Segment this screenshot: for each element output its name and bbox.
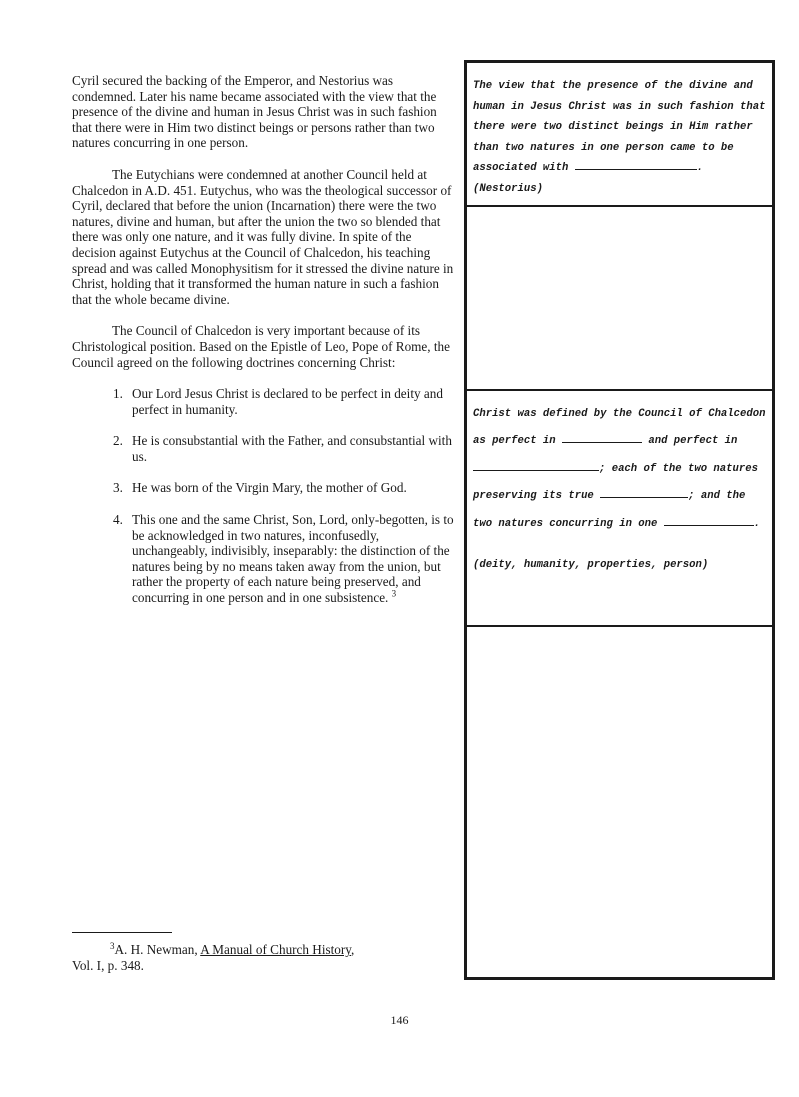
- answer-blank[interactable]: [473, 459, 599, 471]
- list-item-text: He was born of the Virgin Mary, the mother of God.: [132, 480, 407, 496]
- footnote-book-title: A Manual of Church History: [200, 942, 351, 957]
- programmed-frame-column: [464, 60, 775, 980]
- footnote-reference[interactable]: 3: [391, 588, 397, 599]
- list-item: [72, 480, 457, 496]
- frame-question: The view that the presence of the divine and human in Jesus Christ was in such fashion that there were two distinct beings in Him rather than two natures in one person came to be associated with: [473, 80, 766, 174]
- footnote: $^3$A. H. Newman, A Manual of Church History, Vol. I, p. 348.: [72, 942, 462, 974]
- list-item-text: Our Lord Jesus Christ is declared to be perfect in deity and perfect in humanity.: [132, 386, 443, 417]
- page-number: 146: [390, 1013, 409, 1027]
- footnote-author: A. H. Newman,: [114, 942, 201, 957]
- paragraph-council-chalcedon: The Council of Chalcedon is very important because of its Christological position. Based on the Epistle of Leo, Pope of Rome, the Council agreed on the following doctrines concerning Christ:: [72, 323, 450, 370]
- frame-answer: (Nestorius): [473, 182, 543, 195]
- answer-blank[interactable]: [600, 486, 688, 498]
- list-item: [72, 386, 457, 417]
- list-item-text: This one and the same Christ, Son, Lord, only-begotten, is to be acknowledged in two natures, inconfusedly, unchangeably, indivisibly, inseparably: the distinction of the natures being by no means taken away from the union, but rather the property of each nature being preserved, and concurring in one person and in one subsistence.: [132, 512, 454, 606]
- list-item-text: He is consubstantial with the Father, and consubstantial with us.: [132, 433, 452, 464]
- footnote-citation: Vol. I, p. 348.: [72, 958, 144, 973]
- frame-divider: [467, 625, 772, 627]
- list-number: 4.: [113, 512, 123, 528]
- paragraph-eutychians: The Eutychians were condemned at another Council held at Chalcedon in A.D. 451. Eutychus, who was the theological successor of Cyril, declared that before the union (Incarnation) there were the two natures, divine and human, but after the union the two so blended that there was only one nature, and it was fully divine. In spite of the decision against Eutychus at the Council of Chalcedon, his teaching spread and was called Monophysitism for it stressed the divine nature in Christ, holding that it transformed the human nature in such a fashion that the whole became divine.: [72, 166, 454, 307]
- answer-blank[interactable]: [562, 431, 642, 443]
- list-number: 2.: [113, 433, 123, 449]
- footnote-marker: 3: [110, 940, 115, 951]
- frame-chalcedon: Christ was defined by the Council of Chalcedon as perfect in and perfect in ; each of the two natures preserving its true ; and the two natures concurring in one . (deity, humanity, properties, person): [473, 401, 766, 579]
- frame-answer: (deity, humanity, properties, person): [473, 559, 709, 572]
- list-item: [72, 433, 457, 464]
- frame-divider: [467, 389, 772, 391]
- answer-blank[interactable]: [575, 158, 697, 170]
- footnote-rule: [72, 932, 172, 933]
- list-number: 3.: [113, 480, 123, 496]
- doctrine-list: [72, 386, 457, 606]
- answer-blank[interactable]: [664, 514, 754, 526]
- list-number: 1.: [113, 386, 123, 402]
- list-item: [72, 512, 457, 606]
- main-text-column: [72, 73, 457, 622]
- paragraph-cyril-nestorius: Cyril secured the backing of the Emperor, and Nestorius was condemned. Later his name became associated with the view that the presence of the divine and human in Jesus Christ was in such fashion that there were in Him two distinct beings or persons rather than two natures concurring in one person.: [72, 73, 437, 151]
- frame-nestorius: The view that the presence of the divine and human in Jesus Christ was in such fashion that there were two distinct beings in Him rather than two natures in one person came to be associated with . (Nestorius): [473, 76, 766, 199]
- frame-divider: [467, 205, 772, 207]
